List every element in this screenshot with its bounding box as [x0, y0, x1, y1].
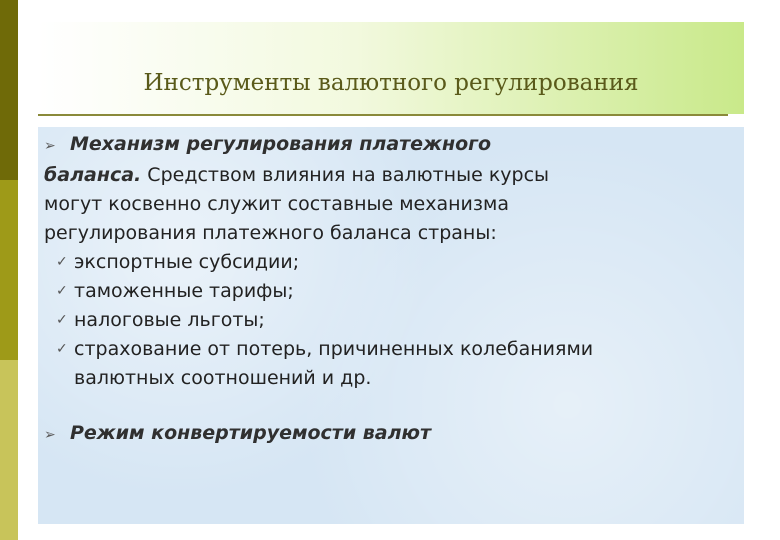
side-bar-top	[0, 0, 18, 180]
section1-heading-line	[44, 130, 734, 161]
check-icon: ✓	[56, 283, 68, 299]
list-item-continuation: валютных соотношений и др.	[74, 367, 372, 389]
section1-line-1	[44, 161, 734, 190]
slide-body	[44, 130, 734, 450]
check-icon: ✓	[56, 254, 68, 270]
check-icon: ✓	[56, 312, 68, 328]
section2-heading: Режим конвертируемости валют	[70, 422, 431, 444]
section1-text-1: Средством влияния на валютные курсы	[141, 164, 550, 186]
arrow-bullet-icon: ➢	[44, 138, 56, 154]
title-banner	[38, 22, 744, 114]
section1-line-3: регулирования платежного баланса страны:	[44, 222, 497, 244]
list-item: ✓ налоговые льготы;	[44, 306, 734, 335]
section1-heading-end: баланса.	[44, 164, 142, 186]
section1-line-2: могут косвенно служит составные механизма	[44, 193, 509, 215]
slide-title: Инструменты валютного регулирования	[143, 70, 639, 96]
side-bar-bottom	[0, 360, 18, 540]
list-item: ✓ таможенные тарифы;	[44, 277, 734, 306]
list-item: ✓ экспортные субсидии;	[44, 248, 734, 277]
check-icon: ✓	[56, 341, 68, 357]
side-bar-middle	[0, 180, 18, 360]
section2-heading-line	[44, 419, 734, 450]
list-item: ✓ страхование от потерь, причиненных колебаниями	[44, 335, 734, 364]
arrow-bullet-icon: ➢	[44, 427, 56, 443]
title-divider	[38, 114, 728, 116]
section1-heading: Механизм регулирования платежного	[70, 133, 492, 155]
